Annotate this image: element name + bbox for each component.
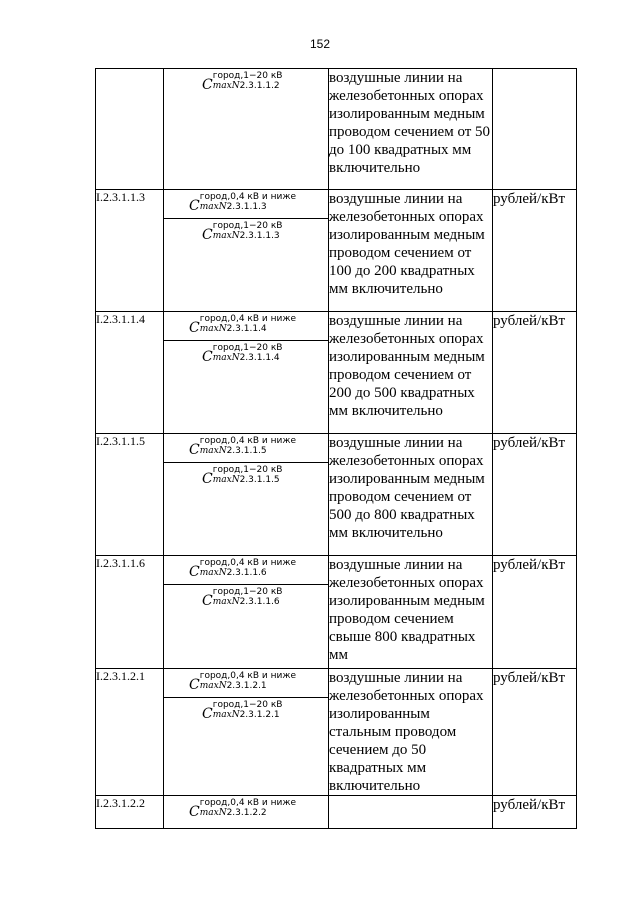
rate-formula: C город,0,4 кВ и ниже maxN2.3.1.1.5 xyxy=(189,436,296,458)
unit-of-measure: рублей/кВт xyxy=(493,312,577,434)
table-row xyxy=(96,312,577,434)
formula-box xyxy=(164,669,328,697)
formula-cell xyxy=(164,69,329,190)
formula-cell xyxy=(164,796,329,829)
unit-of-measure: рублей/кВт xyxy=(493,796,577,829)
rate-formula: C город,1−20 кВ maxN2.3.1.1.4 xyxy=(202,343,283,365)
line-description: воздушные линии на железобетонных опорах изолированным медным проводом сечением от 500 до 800 квадратных мм включительно xyxy=(329,434,493,556)
formula-cell xyxy=(164,312,329,434)
rate-formula: C город,0,4 кВ и ниже maxN2.3.1.1.6 xyxy=(189,558,296,580)
rate-formula: C город,0,4 кВ и ниже maxN2.3.1.1.4 xyxy=(189,314,296,336)
item-code: I.2.3.1.2.1 xyxy=(96,669,164,796)
formula-box xyxy=(164,584,328,613)
item-code: I.2.3.1.1.6 xyxy=(96,556,164,669)
item-code: I.2.3.1.1.3 xyxy=(96,190,164,312)
line-description: воздушные линии на железобетонных опорах изолированным стальным проводом сечением до 50 квадратных мм включительно xyxy=(329,669,493,796)
table-row xyxy=(96,796,577,829)
formula-cell xyxy=(164,669,329,796)
formula-box xyxy=(164,796,328,824)
unit-of-measure: рублей/кВт xyxy=(493,556,577,669)
formula-box xyxy=(164,340,328,369)
line-description: воздушные линии на железобетонных опорах изолированным медным проводом сечением от 100 до 200 квадратных мм включительно xyxy=(329,190,493,312)
rate-formula: C город,1−20 кВ maxN2.3.1.1.6 xyxy=(202,587,283,609)
line-description xyxy=(329,796,493,829)
table-row xyxy=(96,190,577,312)
unit-of-measure: рублей/кВт xyxy=(493,190,577,312)
unit-of-measure: рублей/кВт xyxy=(493,669,577,796)
unit-of-measure xyxy=(493,69,577,190)
rate-formula: C город,1−20 кВ maxN2.3.1.1.2 xyxy=(202,71,283,93)
item-code xyxy=(96,69,164,190)
formula-box xyxy=(164,312,328,340)
rate-formula: C город,0,4 кВ и ниже maxN2.3.1.2.1 xyxy=(189,671,296,693)
table-row xyxy=(96,669,577,796)
rate-formula: C город,0,4 кВ и ниже maxN2.3.1.2.2 xyxy=(189,798,296,820)
formula-box xyxy=(164,556,328,584)
formula-cell xyxy=(164,434,329,556)
formula-cell xyxy=(164,190,329,312)
rate-formula: C город,0,4 кВ и ниже maxN2.3.1.1.3 xyxy=(189,192,296,214)
formula-box xyxy=(164,218,328,247)
rate-formula: C город,1−20 кВ maxN2.3.1.1.5 xyxy=(202,465,283,487)
line-description: воздушные линии на железобетонных опорах изолированным медным проводом сечением от 50 до 100 квадратных мм включительно xyxy=(329,69,493,190)
table-row xyxy=(96,69,577,190)
line-description: воздушные линии на железобетонных опорах изолированным медным проводом сечением свыше 800 квадратных мм xyxy=(329,556,493,669)
rate-table xyxy=(95,68,577,829)
page-number: 152 xyxy=(309,37,331,51)
rate-formula: C город,1−20 кВ maxN2.3.1.1.3 xyxy=(202,221,283,243)
item-code: I.2.3.1.2.2 xyxy=(96,796,164,829)
unit-of-measure: рублей/кВт xyxy=(493,434,577,556)
formula-box xyxy=(164,697,328,726)
formula-box xyxy=(164,434,328,462)
item-code: I.2.3.1.1.5 xyxy=(96,434,164,556)
formula-box xyxy=(164,190,328,218)
line-description: воздушные линии на железобетонных опорах изолированным медным проводом сечением от 200 до 500 квадратных мм включительно xyxy=(329,312,493,434)
item-code: I.2.3.1.1.4 xyxy=(96,312,164,434)
formula-box xyxy=(164,462,328,491)
rate-formula: C город,1−20 кВ maxN2.3.1.2.1 xyxy=(202,700,283,722)
table-row xyxy=(96,556,577,669)
table-row xyxy=(96,434,577,556)
formula-box xyxy=(164,69,328,97)
formula-cell xyxy=(164,556,329,669)
